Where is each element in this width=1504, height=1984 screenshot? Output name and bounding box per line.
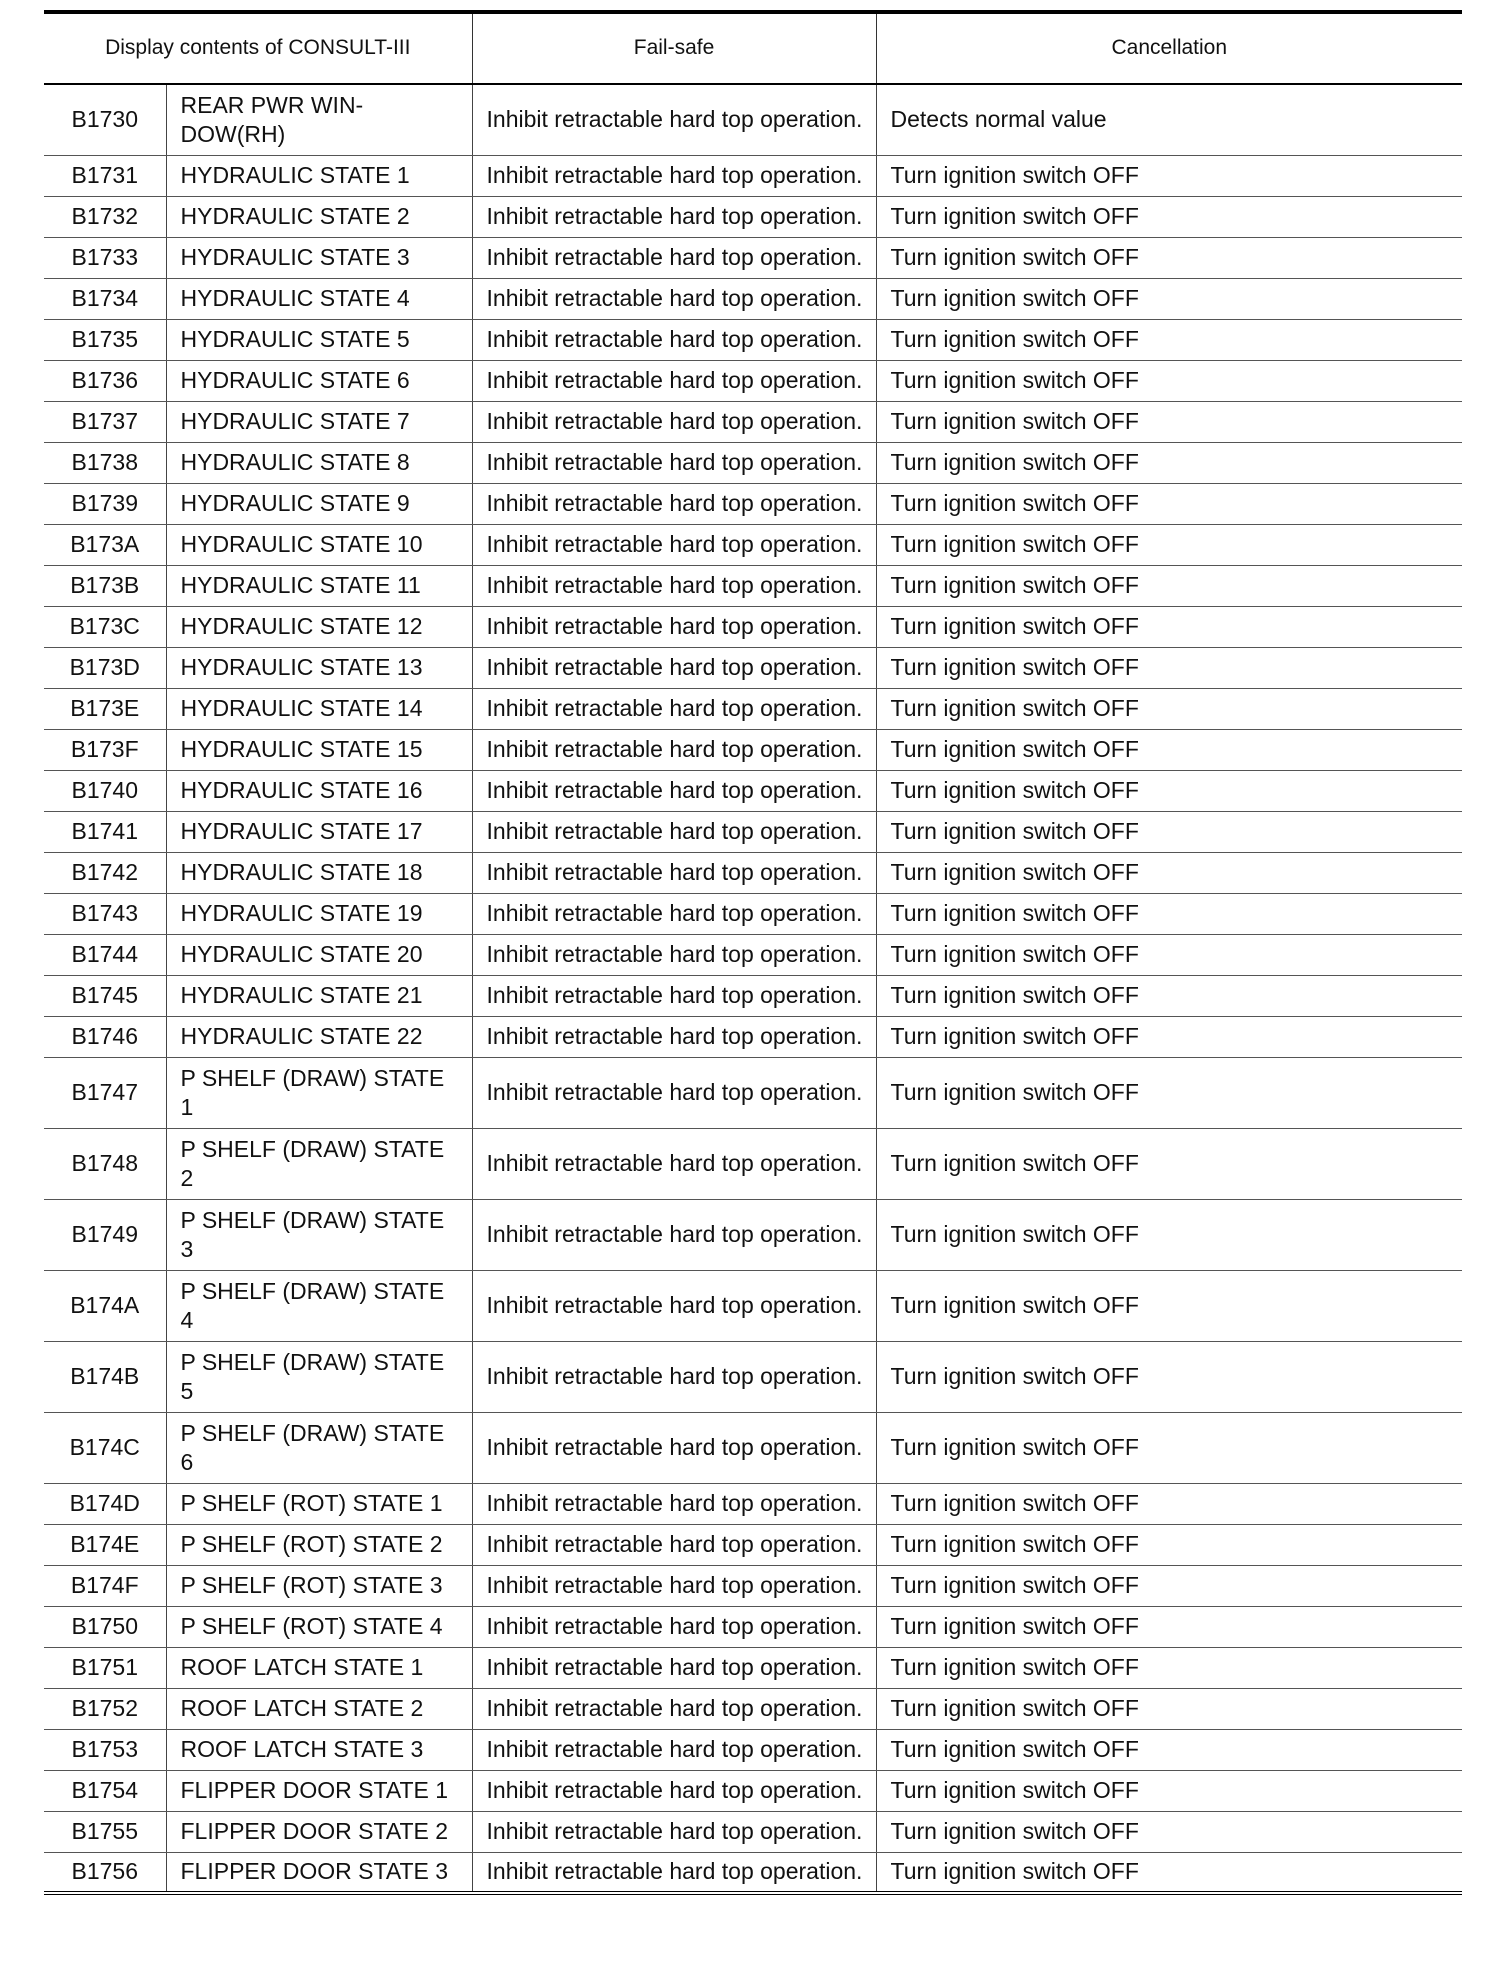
fail-safe-text: Inhibit retractable hard top operation. [472,1606,876,1647]
table-row [44,1341,1462,1412]
dtc-code: B173F [44,729,166,770]
dtc-code: B1730 [44,84,166,155]
dtc-code: B174F [44,1565,166,1606]
display-item-name: P SHELF (DRAW) STATE 1 [166,1057,472,1128]
cancellation-text: Turn ignition switch OFF [876,237,1462,278]
table-body [44,84,1462,1893]
cancellation-text: Turn ignition switch OFF [876,1341,1462,1412]
table-row [44,1647,1462,1688]
cancellation-text: Turn ignition switch OFF [876,1606,1462,1647]
dtc-code: B1751 [44,1647,166,1688]
table-row [44,975,1462,1016]
fail-safe-text: Inhibit retractable hard top operation. [472,1412,876,1483]
dtc-code: B1731 [44,155,166,196]
fail-safe-text: Inhibit retractable hard top operation. [472,1057,876,1128]
cancellation-text: Turn ignition switch OFF [876,1688,1462,1729]
dtc-code: B1743 [44,893,166,934]
fail-safe-text: Inhibit retractable hard top operation. [472,565,876,606]
fail-safe-text: Inhibit retractable hard top operation. [472,155,876,196]
cancellation-text: Turn ignition switch OFF [876,1770,1462,1811]
table-row [44,729,1462,770]
display-item-name: HYDRAULIC STATE 2 [166,196,472,237]
cancellation-text: Turn ignition switch OFF [876,483,1462,524]
display-item-name: HYDRAULIC STATE 1 [166,155,472,196]
header-cancellation: Cancellation [876,12,1462,84]
cancellation-text: Turn ignition switch OFF [876,770,1462,811]
table-row [44,1606,1462,1647]
display-item-name: P SHELF (ROT) STATE 1 [166,1483,472,1524]
cancellation-text: Turn ignition switch OFF [876,852,1462,893]
fail-safe-text: Inhibit retractable hard top operation. [472,1341,876,1412]
cancellation-text: Turn ignition switch OFF [876,729,1462,770]
table-row [44,1412,1462,1483]
display-item-name: P SHELF (DRAW) STATE 3 [166,1199,472,1270]
fail-safe-text: Inhibit retractable hard top operation. [472,1524,876,1565]
table-row [44,688,1462,729]
cancellation-text: Turn ignition switch OFF [876,155,1462,196]
fail-safe-text: Inhibit retractable hard top operation. [472,647,876,688]
table-row [44,1057,1462,1128]
fail-safe-text: Inhibit retractable hard top operation. [472,934,876,975]
table-row [44,1483,1462,1524]
table-row [44,196,1462,237]
table-row [44,893,1462,934]
fail-safe-text: Inhibit retractable hard top operation. [472,1565,876,1606]
display-item-name: HYDRAULIC STATE 4 [166,278,472,319]
table-row [44,1199,1462,1270]
cancellation-text: Turn ignition switch OFF [876,565,1462,606]
fail-safe-text: Inhibit retractable hard top operation. [472,1647,876,1688]
table-row [44,647,1462,688]
dtc-code: B1736 [44,360,166,401]
display-item-name: FLIPPER DOOR STATE 1 [166,1770,472,1811]
display-item-name: HYDRAULIC STATE 11 [166,565,472,606]
display-item-name: HYDRAULIC STATE 14 [166,688,472,729]
dtc-code: B173D [44,647,166,688]
table-row [44,524,1462,565]
cancellation-text: Turn ignition switch OFF [876,1199,1462,1270]
fail-safe-text: Inhibit retractable hard top operation. [472,1729,876,1770]
cancellation-text: Turn ignition switch OFF [876,1057,1462,1128]
fail-safe-text: Inhibit retractable hard top operation. [472,1128,876,1199]
display-item-name: HYDRAULIC STATE 16 [166,770,472,811]
display-item-name: HYDRAULIC STATE 12 [166,606,472,647]
display-item-name: ROOF LATCH STATE 3 [166,1729,472,1770]
dtc-code: B174A [44,1270,166,1341]
cancellation-text: Turn ignition switch OFF [876,811,1462,852]
cancellation-text: Turn ignition switch OFF [876,278,1462,319]
display-item-name: P SHELF (DRAW) STATE 5 [166,1341,472,1412]
display-item-name: HYDRAULIC STATE 8 [166,442,472,483]
display-item-name: HYDRAULIC STATE 22 [166,1016,472,1057]
table-header-row [44,12,1462,84]
fail-safe-text: Inhibit retractable hard top operation. [472,524,876,565]
table-row [44,155,1462,196]
cancellation-text: Turn ignition switch OFF [876,196,1462,237]
dtc-code: B173C [44,606,166,647]
dtc-code: B174D [44,1483,166,1524]
fail-safe-text: Inhibit retractable hard top operation. [472,1270,876,1341]
table-row [44,1688,1462,1729]
cancellation-text: Turn ignition switch OFF [876,934,1462,975]
fail-safe-text: Inhibit retractable hard top operation. [472,1688,876,1729]
dtc-code: B173E [44,688,166,729]
fail-safe-text: Inhibit retractable hard top operation. [472,319,876,360]
table-row [44,1270,1462,1341]
display-item-name: HYDRAULIC STATE 10 [166,524,472,565]
cancellation-text: Turn ignition switch OFF [876,1729,1462,1770]
dtc-code: B174E [44,1524,166,1565]
cancellation-text: Turn ignition switch OFF [876,524,1462,565]
display-item-name: FLIPPER DOOR STATE 3 [166,1852,472,1893]
dtc-code: B1735 [44,319,166,360]
fail-safe-text: Inhibit retractable hard top operation. [472,811,876,852]
cancellation-text: Turn ignition switch OFF [876,606,1462,647]
fail-safe-text: Inhibit retractable hard top operation. [472,1199,876,1270]
display-item-name: ROOF LATCH STATE 2 [166,1688,472,1729]
display-item-name: HYDRAULIC STATE 6 [166,360,472,401]
cancellation-text: Turn ignition switch OFF [876,442,1462,483]
table-row [44,84,1462,155]
display-item-name: P SHELF (DRAW) STATE 6 [166,1412,472,1483]
table-row [44,1128,1462,1199]
display-item-name: REAR PWR WIN-DOW(RH) [166,84,472,155]
table-row [44,360,1462,401]
cancellation-text: Turn ignition switch OFF [876,1647,1462,1688]
table-row [44,442,1462,483]
dtc-code: B174B [44,1341,166,1412]
display-item-name: HYDRAULIC STATE 17 [166,811,472,852]
table-row [44,1565,1462,1606]
fail-safe-text: Inhibit retractable hard top operation. [472,360,876,401]
dtc-code: B1754 [44,1770,166,1811]
fail-safe-text: Inhibit retractable hard top operation. [472,1852,876,1893]
display-item-name: HYDRAULIC STATE 9 [166,483,472,524]
display-item-name: HYDRAULIC STATE 20 [166,934,472,975]
cancellation-text: Turn ignition switch OFF [876,1524,1462,1565]
dtc-code: B174C [44,1412,166,1483]
header-display-contents: Display contents of CONSULT-III [44,12,472,84]
header-fail-safe: Fail-safe [472,12,876,84]
dtc-code: B1750 [44,1606,166,1647]
cancellation-text: Turn ignition switch OFF [876,1483,1462,1524]
dtc-code: B1746 [44,1016,166,1057]
dtc-code: B1738 [44,442,166,483]
table-row [44,319,1462,360]
table-row [44,1729,1462,1770]
fail-safe-text: Inhibit retractable hard top operation. [472,278,876,319]
dtc-code: B1734 [44,278,166,319]
cancellation-text: Turn ignition switch OFF [876,360,1462,401]
display-item-name: HYDRAULIC STATE 7 [166,401,472,442]
cancellation-text: Turn ignition switch OFF [876,688,1462,729]
fail-safe-text: Inhibit retractable hard top operation. [472,606,876,647]
table-row [44,811,1462,852]
table-row [44,1524,1462,1565]
fail-safe-text: Inhibit retractable hard top operation. [472,1770,876,1811]
table-row [44,401,1462,442]
cancellation-text: Turn ignition switch OFF [876,647,1462,688]
fail-safe-text: Inhibit retractable hard top operation. [472,442,876,483]
display-item-name: P SHELF (DRAW) STATE 2 [166,1128,472,1199]
dtc-code: B1737 [44,401,166,442]
dtc-code: B1747 [44,1057,166,1128]
dtc-code: B1756 [44,1852,166,1893]
dtc-code: B1742 [44,852,166,893]
table-row [44,483,1462,524]
fail-safe-text: Inhibit retractable hard top operation. [472,237,876,278]
cancellation-text: Turn ignition switch OFF [876,1811,1462,1852]
display-item-name: P SHELF (ROT) STATE 2 [166,1524,472,1565]
table-row [44,278,1462,319]
display-item-name: P SHELF (ROT) STATE 3 [166,1565,472,1606]
dtc-code: B1745 [44,975,166,1016]
fail-safe-text: Inhibit retractable hard top operation. [472,770,876,811]
dtc-code: B1753 [44,1729,166,1770]
display-item-name: HYDRAULIC STATE 18 [166,852,472,893]
fail-safe-text: Inhibit retractable hard top operation. [472,852,876,893]
fail-safe-text: Inhibit retractable hard top operation. [472,401,876,442]
cancellation-text: Turn ignition switch OFF [876,893,1462,934]
cancellation-text: Detects normal value [876,84,1462,155]
cancellation-text: Turn ignition switch OFF [876,1412,1462,1483]
display-item-name: HYDRAULIC STATE 15 [166,729,472,770]
fail-safe-text: Inhibit retractable hard top operation. [472,729,876,770]
dtc-code: B173A [44,524,166,565]
cancellation-text: Turn ignition switch OFF [876,1852,1462,1893]
table-row [44,852,1462,893]
fail-safe-text: Inhibit retractable hard top operation. [472,1811,876,1852]
display-item-name: HYDRAULIC STATE 21 [166,975,472,1016]
display-item-name: P SHELF (DRAW) STATE 4 [166,1270,472,1341]
cancellation-text: Turn ignition switch OFF [876,1565,1462,1606]
dtc-code: B1740 [44,770,166,811]
cancellation-text: Turn ignition switch OFF [876,1270,1462,1341]
display-item-name: HYDRAULIC STATE 3 [166,237,472,278]
cancellation-text: Turn ignition switch OFF [876,1128,1462,1199]
fail-safe-text: Inhibit retractable hard top operation. [472,893,876,934]
cancellation-text: Turn ignition switch OFF [876,975,1462,1016]
dtc-code: B1755 [44,1811,166,1852]
table-row [44,1770,1462,1811]
table-row [44,1852,1462,1893]
table-row [44,770,1462,811]
dtc-code: B1739 [44,483,166,524]
fail-safe-text: Inhibit retractable hard top operation. [472,688,876,729]
fail-safe-text: Inhibit retractable hard top operation. [472,1483,876,1524]
table-row [44,934,1462,975]
table-row [44,1016,1462,1057]
table-row [44,1811,1462,1852]
dtc-code: B1741 [44,811,166,852]
fail-safe-text: Inhibit retractable hard top operation. [472,84,876,155]
cancellation-text: Turn ignition switch OFF [876,401,1462,442]
dtc-code: B173B [44,565,166,606]
display-item-name: ROOF LATCH STATE 1 [166,1647,472,1688]
fail-safe-text: Inhibit retractable hard top operation. [472,975,876,1016]
table-row [44,565,1462,606]
display-item-name: HYDRAULIC STATE 5 [166,319,472,360]
cancellation-text: Turn ignition switch OFF [876,1016,1462,1057]
dtc-code: B1732 [44,196,166,237]
table-row [44,237,1462,278]
display-item-name: FLIPPER DOOR STATE 2 [166,1811,472,1852]
fail-safe-text: Inhibit retractable hard top operation. [472,483,876,524]
dtc-code: B1749 [44,1199,166,1270]
dtc-code: B1752 [44,1688,166,1729]
display-item-name: HYDRAULIC STATE 19 [166,893,472,934]
fail-safe-text: Inhibit retractable hard top operation. [472,196,876,237]
table-row [44,606,1462,647]
dtc-code: B1733 [44,237,166,278]
display-item-name: HYDRAULIC STATE 13 [166,647,472,688]
fail-safe-text: Inhibit retractable hard top operation. [472,1016,876,1057]
display-item-name: P SHELF (ROT) STATE 4 [166,1606,472,1647]
fail-safe-table [44,10,1462,1895]
dtc-code: B1744 [44,934,166,975]
dtc-code: B1748 [44,1128,166,1199]
cancellation-text: Turn ignition switch OFF [876,319,1462,360]
